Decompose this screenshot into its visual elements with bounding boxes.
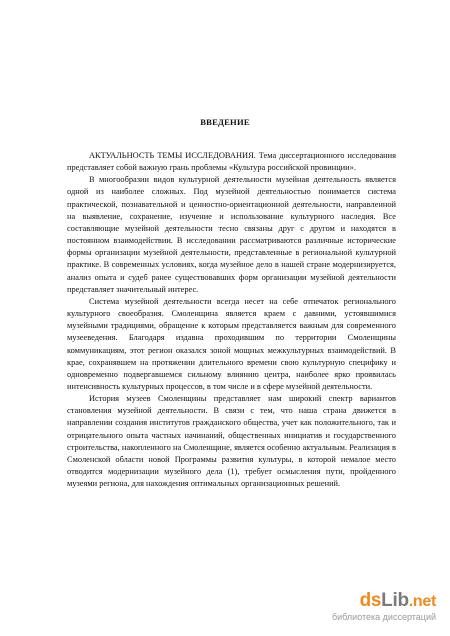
- document-heading: ВВЕДЕНИЕ: [200, 117, 250, 127]
- paragraph-4: История музеев Смоленщины представляет нам широкий спектр вариантов становления музейной деятельности. В связи с тем, что наша страна движется в направлении создания институтов гражданского общества, учет как положительного, так и отрицательного опыта частных начинаний, общественных инициатив и государственного строительства, накопленного на Смоленщине, является особенно актуальным. Реализация в Смоленской области новой Программы развития культуры, в которой немалое место отводится модернизации музейного дела (1), требует осмысления пути, пройденного музеями региона, для нахождения оптимальных организационных решений.: [67, 394, 396, 489]
- paragraph-1: АКТУАЛЬНОСТЬ ТЕМЫ ИССЛЕДОВАНИЯ. Тема диссертационного исследования представляет собой важную грань проблемы «Культура российской провинции».: [67, 151, 396, 173]
- logo-net: .net: [408, 593, 436, 610]
- logo-ds: ds: [359, 590, 382, 611]
- document-body: [67, 150, 396, 490]
- dslib-watermark: [318, 591, 436, 627]
- paragraph-3: Система музейной деятельности всегда несет на себе отпечаток регионального культурного своеобразия. Смоленщина является краем с давними, устоявшимися музейными традициями, обращение к которым представляется важным для современного музееведения. Благодаря издавна проходившим по территории Смоленщины коммуникациям, этот регион оказался зоной мощных межкультурных взаимодействий. В крае, сохранявшем на протяжении длительного времени свою культурную специфику и одновременно подвергавшемся сильному влиянию центра, наиболее ярко проявилась интенсивность культурных процессов, в том числе и в сфере музейной деятельности.: [67, 296, 396, 391]
- watermark-caption: библиотека диссертаций: [331, 612, 436, 622]
- logo-lib: Lib: [381, 590, 409, 611]
- paragraph-2: В многообразии видов культурной деятельности музейная деятельность является одной из наиболее сложных. Под музейной деятельностью понимается система практической, познавательной и ценностно-ориентационной деятельности, направленной на выявление, сохранение, изучение и использование культурного наследия. Все составляющие музейной деятельности тесно связаны друг с другом и находятся в постоянном взаимодействии. В исследовании рассматриваются различные исторические формы организации музейной деятельности, представленные в региональной культурной практике. В современных условиях, когда музейное дело в нашей стране модернизируется, анализ опыта и судеб ранее существовавших форм организации музейной деятельности представляет значительный интерес.: [67, 175, 396, 294]
- dslib-logo: [360, 591, 436, 612]
